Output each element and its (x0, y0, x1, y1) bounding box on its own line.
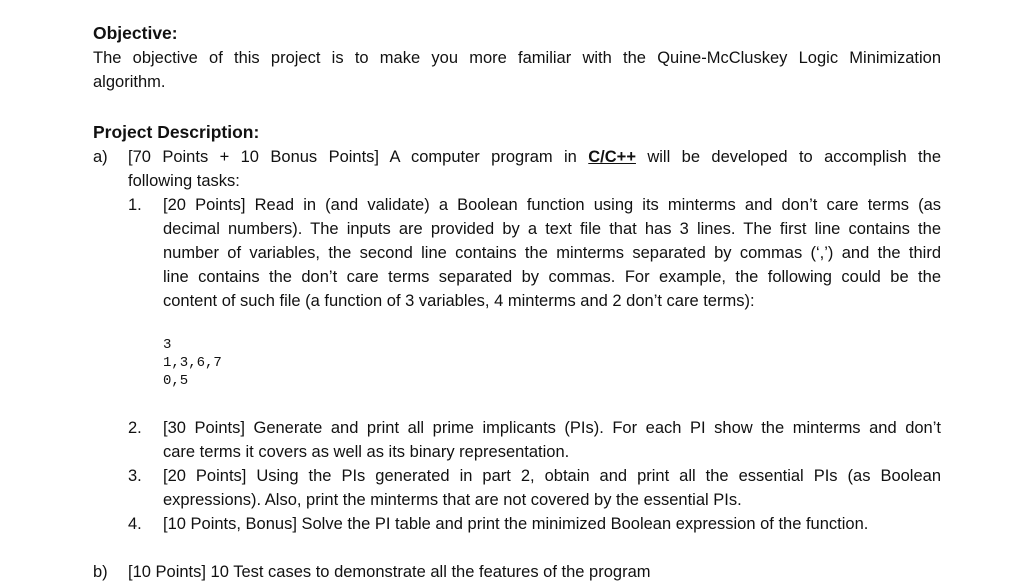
task-3-line-2: expressions). Also, print the minterms that are not covered by the essential PIs. (163, 491, 742, 509)
task-2-line-1: [30 Points] Generate and print all prime implicants (PIs). For each PI show the minterms and don’t (163, 419, 941, 437)
task-1-line-4: line contains the don’t care terms separated by commas. For example, the following could be the (163, 268, 941, 286)
part-a-line-1-pre: [70 Points + 10 Bonus Points] A computer program in (128, 148, 589, 166)
example-file-line-2: 1,3,6,7 (163, 355, 222, 371)
task-1-line-1: [20 Points] Read in (and validate) a Boolean function using its minterms and don’t care terms (as (163, 196, 941, 214)
objective-text-line-2: algorithm. (93, 73, 166, 91)
task-4-marker: 4. (128, 515, 142, 533)
task-3-line-1: [20 Points] Using the PIs generated in part 2, obtain and print all the essential PIs (as Boolean (163, 467, 941, 485)
task-1-line-5: content of such file (a function of 3 variables, 4 minterms and 2 don’t care terms): (163, 292, 755, 310)
part-a-marker: a) (93, 148, 108, 166)
language-label: C/C++ (588, 148, 636, 166)
task-1-marker: 1. (128, 196, 142, 214)
part-a-line-1-post: will be developed to accomplish the (635, 148, 941, 166)
example-file-line-3: 0,5 (163, 373, 189, 389)
task-2-marker: 2. (128, 419, 142, 437)
part-b-marker: b) (93, 563, 108, 581)
objective-heading: Objective: (93, 23, 178, 43)
part-b-text: [10 Points] 10 Test cases to demonstrate all the features of the program (128, 563, 651, 581)
objective-text-line-1: The objective of this project is to make you more familiar with the Quine-McCluskey Logic Minimization (93, 49, 941, 67)
part-a-line-2: following tasks: (128, 172, 240, 190)
task-1-line-2: decimal numbers). The inputs are provided by a text file that has 3 lines. The first line contains the (163, 220, 941, 238)
part-a-line-1 (128, 146, 941, 168)
task-2-line-2: care terms it covers as well as its binary representation. (163, 443, 570, 461)
task-1-line-3: number of variables, the second line contains the minterms separated by commas (‘,’) and the third (163, 244, 941, 262)
project-description-heading: Project Description: (93, 122, 260, 142)
task-4-line-1: [10 Points, Bonus] Solve the PI table and print the minimized Boolean expression of the function. (163, 515, 869, 533)
example-file-line-1: 3 (163, 337, 172, 353)
task-3-marker: 3. (128, 467, 142, 485)
